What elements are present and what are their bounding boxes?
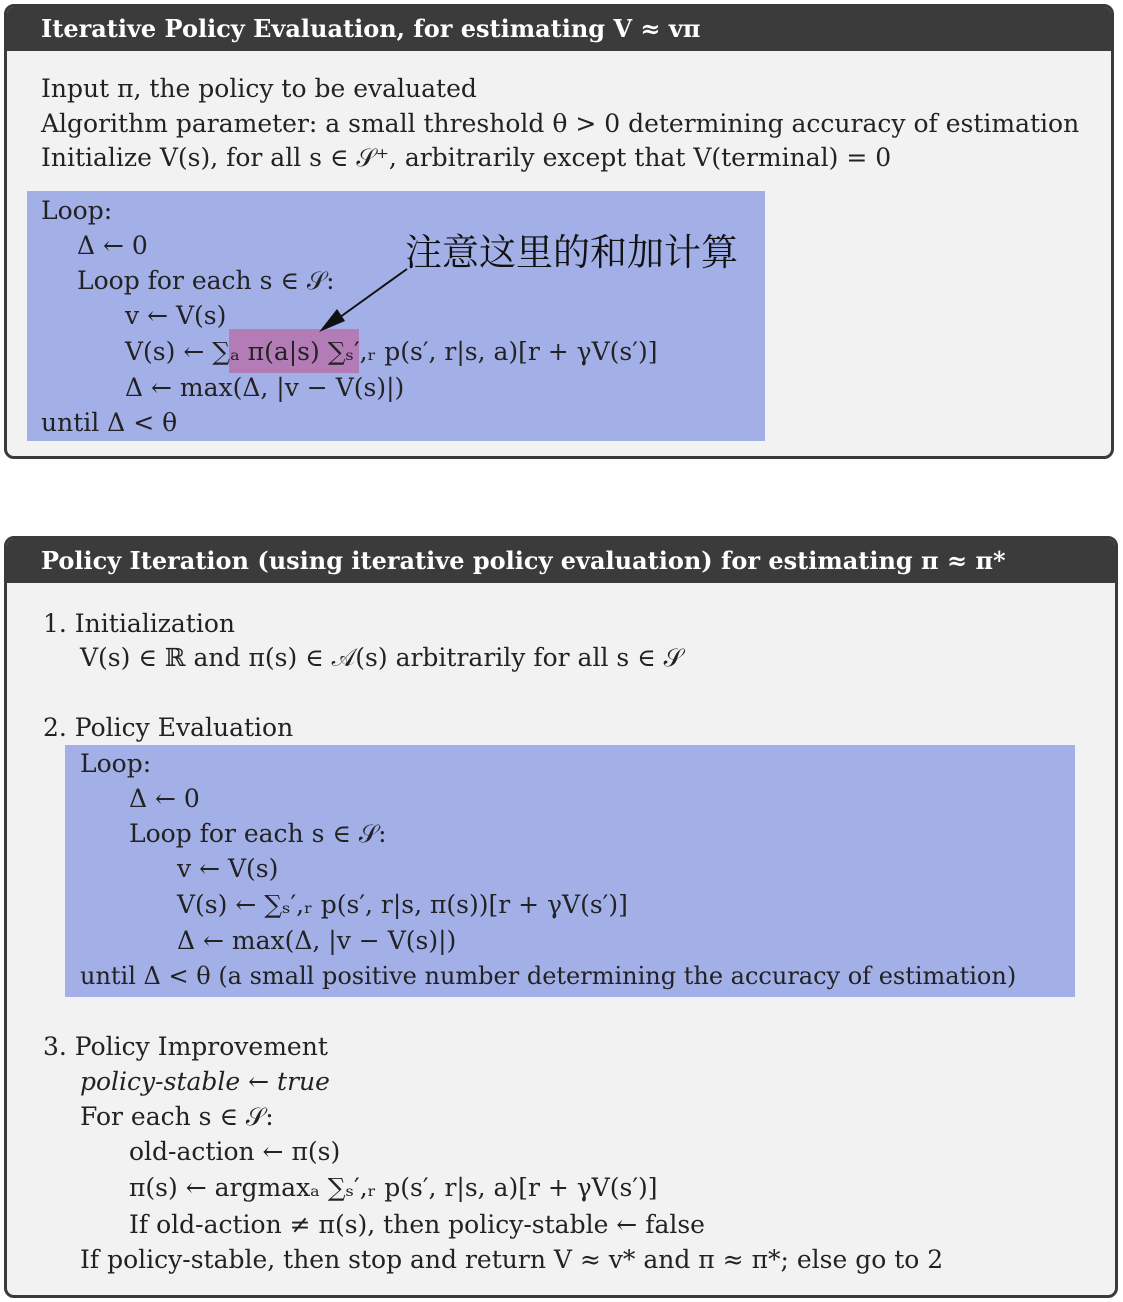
step3-title: 3. Policy Improvement bbox=[43, 1032, 328, 1061]
initialize-line: Initialize V(s), for all s ∈ 𝒮⁺, arbitrarily except that V(terminal) = 0 bbox=[41, 143, 892, 172]
bellman-update-line: V(s) ← ∑ₐ π(a|s) ∑ₛ′,ᵣ p(s′, r|s, a)[r + γV(s′)] bbox=[125, 337, 658, 366]
until-line: until Δ < θ (a small positive number determining the accuracy of estimation) bbox=[80, 962, 1017, 990]
delta-init-line: Δ ← 0 bbox=[129, 784, 200, 813]
argmax-line: π(s) ← argmaxₐ ∑ₛ′,ᵣ p(s′, r|s, a)[r + γV(s′)] bbox=[129, 1173, 658, 1202]
loop-line: Loop: bbox=[41, 196, 113, 225]
box-title: Policy Iteration (using iterative policy evaluation) for estimating π ≈ π* bbox=[7, 539, 1115, 583]
policy-stable-check: If old-action ≠ π(s), then policy-stable ← false bbox=[129, 1210, 705, 1239]
annotation-arrow bbox=[307, 247, 427, 337]
delta-update-line: Δ ← max(Δ, |v − V(s)|) bbox=[177, 926, 457, 955]
step1-body: V(s) ∈ ℝ and π(s) ∈ 𝒜(s) arbitrarily for all s ∈ 𝒮 bbox=[80, 643, 683, 672]
loop-each-line: Loop for each s ∈ 𝒮: bbox=[129, 819, 387, 848]
stop-line: If policy-stable, then stop and return V ≈ v* and π ≈ π*; else go to 2 bbox=[80, 1245, 944, 1274]
input-line: Input π, the policy to be evaluated bbox=[41, 74, 477, 103]
policy-iteration-box bbox=[4, 536, 1118, 1298]
loop-line: Loop: bbox=[80, 749, 152, 778]
v-assign-line: v ← V(s) bbox=[125, 301, 227, 330]
step1-title: 1. Initialization bbox=[43, 609, 235, 638]
parameter-line: Algorithm parameter: a small threshold θ > 0 determining accuracy of estimation bbox=[41, 109, 1080, 138]
loop-each-line: Loop for each s ∈ 𝒮: bbox=[77, 266, 335, 295]
delta-init-line: Δ ← 0 bbox=[77, 231, 148, 260]
v-assign-line: v ← V(s) bbox=[177, 854, 279, 883]
step2-title: 2. Policy Evaluation bbox=[43, 713, 294, 742]
bellman-update-line: V(s) ← ∑ₛ′,ᵣ p(s′, r|s, π(s))[r + γV(s′)] bbox=[177, 890, 628, 919]
policy-stable-init: policy-stable ← true bbox=[80, 1067, 330, 1096]
box-title: Iterative Policy Evaluation, for estimating V ≈ vπ bbox=[7, 7, 1111, 51]
iterative-policy-evaluation-box bbox=[4, 4, 1114, 459]
annotation-text: 注意这里的和加计算 bbox=[405, 231, 738, 274]
until-line: until Δ < θ bbox=[41, 408, 178, 437]
old-action-line: old-action ← π(s) bbox=[129, 1137, 341, 1166]
for-each-line: For each s ∈ 𝒮: bbox=[80, 1102, 274, 1131]
delta-update-line: Δ ← max(Δ, |v − V(s)|) bbox=[125, 373, 405, 402]
